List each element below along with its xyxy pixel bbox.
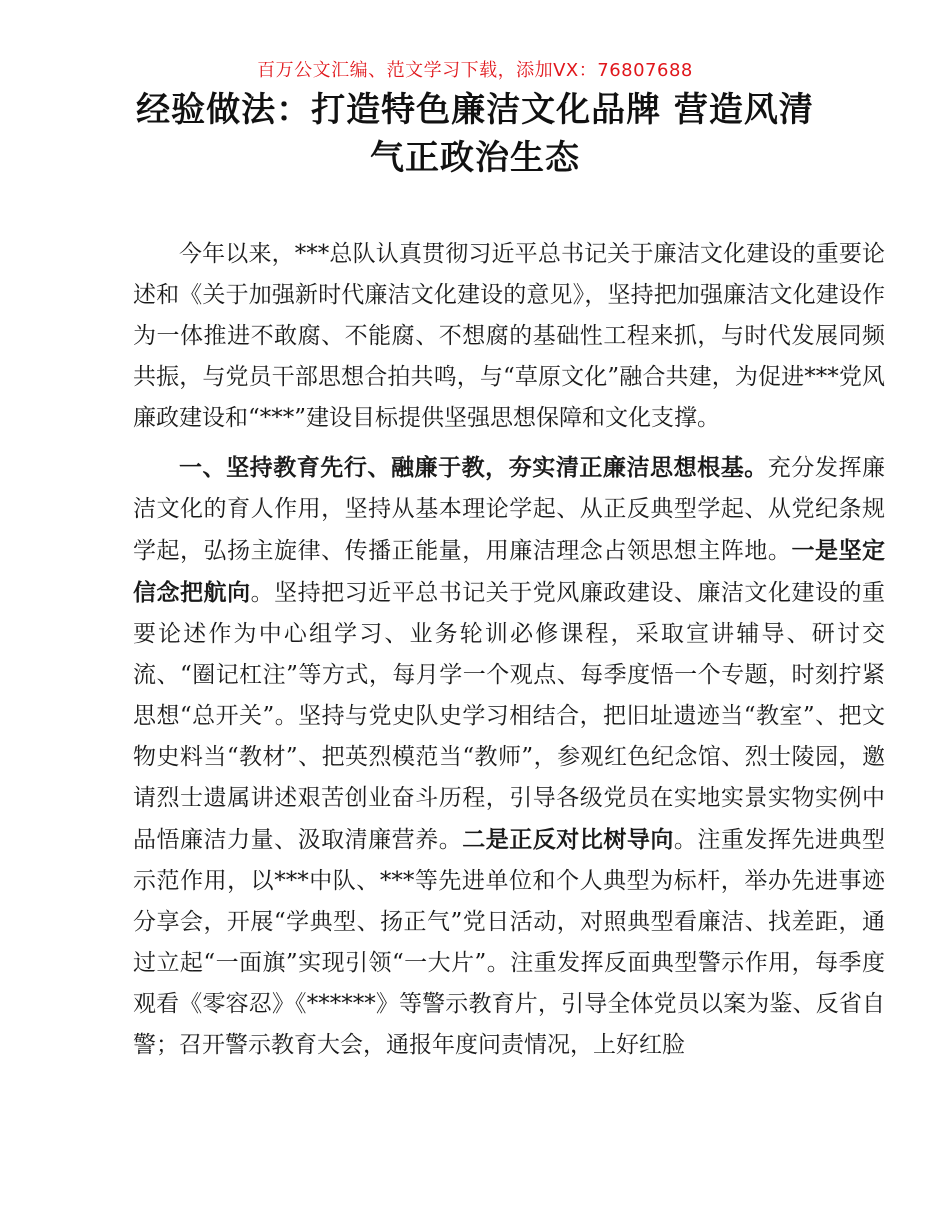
subpoint-two-text: 。注重发挥先进典型示范作用，以***中队、***等先进单位和个人典型为标杆，举办先进事迹分享会，开展“学典型、扬正气”党日活动，对照典型看廉洁、找差距，通过立起“一面旗”实现引领“一大片”。注重发挥反面典型警示作用，每季度观看《零容忍》《******》等警示教育片，引导全体党员以案为鉴、反省自警；召开警示教育大会，通报年度问责情况，上好红脸 [133, 827, 886, 1058]
subpoint-one-text: 。坚持把习近平总书记关于党风廉政建设、廉洁文化建设的重要论述作为中心组学习、业务轮训必修课程，采取宣讲辅导、研讨交流、“圈记杠注”等方式，每月学一个观点、每季度悟一个专题，时刻拧紧思想“总开关”。坚持与党史队史学习相结合，把旧址遗迹当“教室”、把文物史料当“教材”、把英烈模范当“教师”，参观红色纪念馆、烈士陵园，邀请烈士遗属讲述艰苦创业奋斗历程，引导各级党员在实地实景实物实例中品悟廉洁力量、汲取清廉营养。 [133, 580, 886, 853]
section-one-heading: 一、坚持教育先行、融廉于教，夯实清正廉洁思想根基。 [179, 454, 768, 481]
section-one-text: 充分发挥廉洁文化的育人作用，坚持从基本理论学起、从正反典型学起、从党纪条规学起，弘扬主旋律、传播正能量，用廉洁理念占领思想主阵地。 [133, 455, 886, 564]
intro-paragraph: 今年以来，***总队认真贯彻习近平总书记关于廉洁文化建设的重要论述和《关于加强新时代廉洁文化建设的意见》，坚持把加强廉洁文化建设作为一体推进不敢腐、不能腐、不想腐的基础性工程来抓，与时代发展同频共振，与党员干部思想合拍共鸣，与“草原文化”融合共建，为促进***党风廉政建设和“***”建设目标提供坚强思想保障和文化支撑。 [133, 241, 885, 431]
subpoint-two-heading: 二是正反对比树导向 [462, 826, 674, 853]
page-title: 经验做法：打造特色廉洁文化品牌 营造风清气正政治生态 [136, 90, 814, 178]
subpoint-one-heading: 一是坚定信念把航向 [133, 537, 886, 606]
document-body [133, 234, 885, 1066]
download-banner: 百万公文汇编、范文学习下载，添加VX：76807688 [257, 60, 693, 81]
section-one-paragraph [133, 447, 885, 1066]
